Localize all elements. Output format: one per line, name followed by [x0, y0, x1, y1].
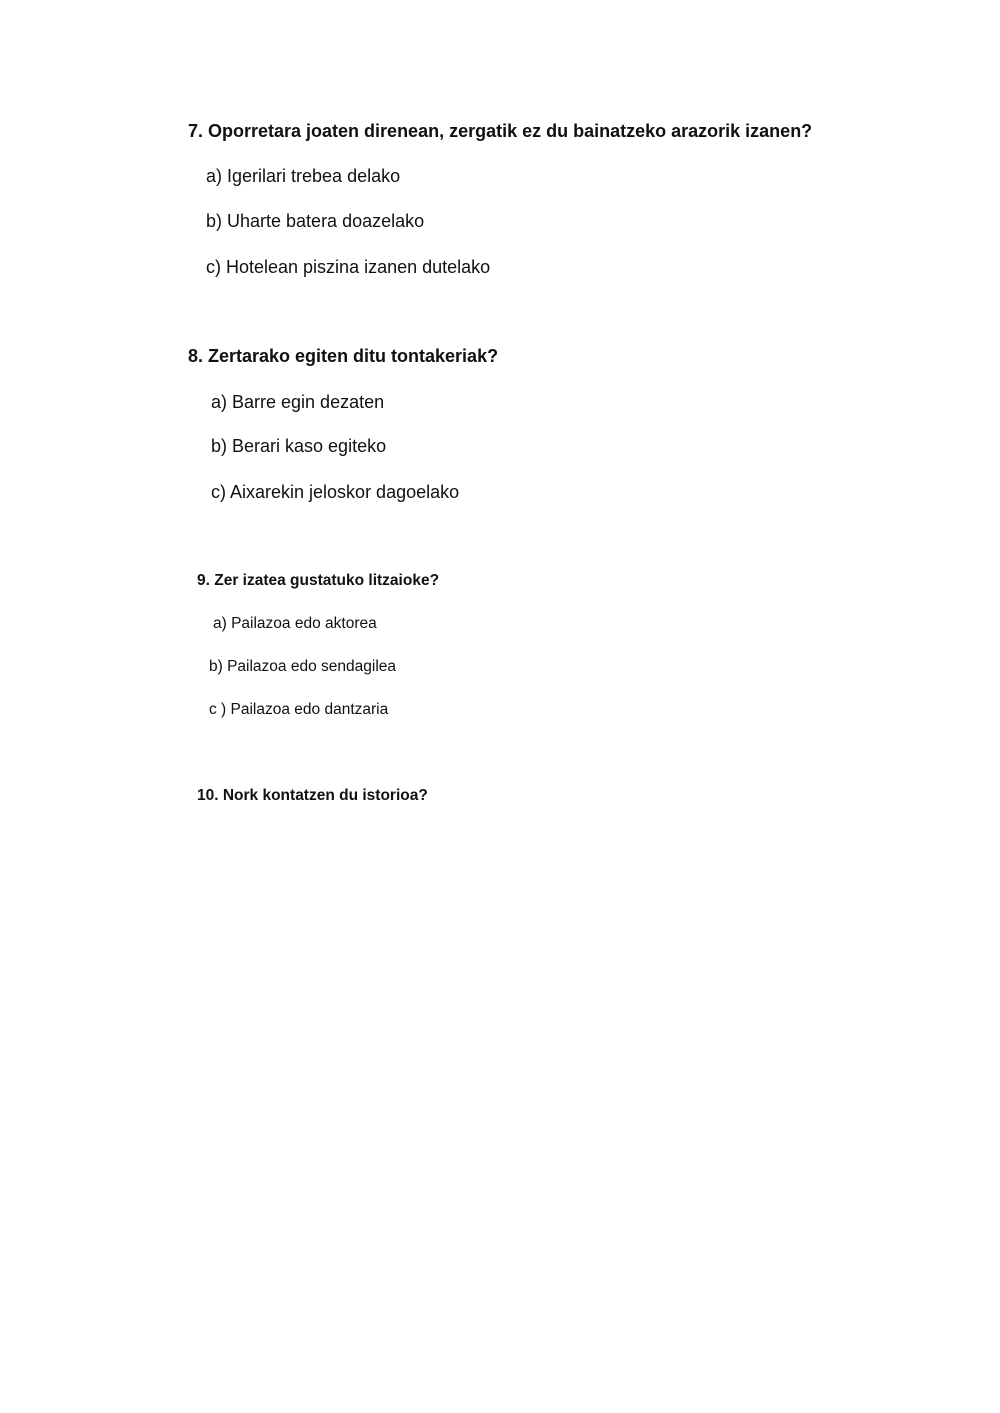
- question-7-answer-c: c) Hotelean piszina izanen dutelako: [206, 257, 491, 277]
- question-7-answer-a: a) Igerilari trebea delako: [206, 166, 401, 186]
- question-8: 8. Zertarako egiten ditu tontakeriak?: [188, 346, 499, 366]
- question-8-answer-a: a) Barre egin dezaten: [211, 392, 385, 412]
- question-9-answer-c: c ) Pailazoa edo dantzaria: [209, 701, 389, 718]
- question-9-answer-b: b) Pailazoa edo sendagilea: [209, 658, 396, 675]
- question-8-answer-c: c) Aixarekin jeloskor dagoelako: [211, 482, 460, 502]
- question-9-answer-a: a) Pailazoa edo aktorea: [213, 615, 377, 632]
- question-8-answer-b: b) Berari kaso egiteko: [211, 436, 387, 456]
- question-10: 10. Nork kontatzen du istorioa?: [197, 787, 428, 804]
- question-7: 7. Oporretara joaten direnean, zergatik ez du bainatzeko arazorik izanen?: [188, 121, 813, 141]
- question-7-answer-b: b) Uharte batera doazelako: [206, 211, 425, 231]
- question-9: 9. Zer izatea gustatuko litzaioke?: [197, 572, 440, 589]
